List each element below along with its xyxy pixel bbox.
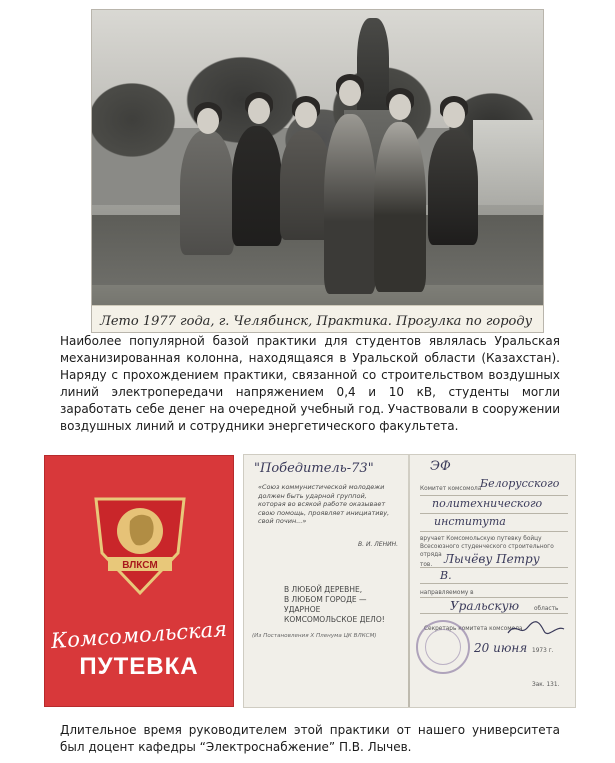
lenin-quote: «Союз коммунистической молодежи должен быть ударной группой, которая во всякой работе оказывает свою помощь, проявляет инициативу, свой почин...» xyxy=(258,483,390,526)
vlksm-badge-icon xyxy=(90,491,190,601)
photo-person-4 xyxy=(324,114,376,294)
handwritten-institute-2: политехнического xyxy=(432,497,543,510)
signature-icon xyxy=(506,619,566,639)
slogan-line-2: В ЛЮБОМ ГОРОДЕ — xyxy=(284,595,367,604)
photo-person-1 xyxy=(180,130,234,255)
photo-person-5-head xyxy=(389,94,411,120)
putevka-left-page xyxy=(244,455,408,707)
handwritten-name-2: В. xyxy=(440,569,452,582)
slogan-line-1: В ЛЮБОЙ ДЕРЕВНЕ, xyxy=(284,585,363,594)
secretary-label: Секретарь комитета комсомола xyxy=(424,626,523,632)
putevka-cover xyxy=(44,455,234,707)
cover-title-script: Комсомольская xyxy=(50,616,228,654)
photo-person-6-head xyxy=(443,102,465,128)
name-label: тов. xyxy=(420,562,433,568)
round-stamp xyxy=(416,620,470,674)
paragraph-practice-leader: Длительное время руководителем этой практики от нашего университета был доцент кафедры “Электроснабжение” П.В. Лычев. xyxy=(60,723,560,754)
handwritten-region: Уральскую xyxy=(450,599,520,613)
issue-text: вручает Комсомольскую путевку бойцу Всесоюзного студенческого строительного отряда xyxy=(420,536,554,558)
handwritten-title: "Победитель-73" xyxy=(254,461,374,476)
decree-note: (Из Постановления X Пленума ЦК ВЛКСМ) xyxy=(252,633,377,639)
form-line xyxy=(420,613,568,614)
form-line xyxy=(420,567,568,568)
slogan-line-3: УДАРНОЕ xyxy=(284,605,321,614)
handwritten-institute-1: Белорусского xyxy=(480,477,560,490)
committee-label: Комитет комсомола xyxy=(420,486,482,492)
photo-person-5 xyxy=(374,122,426,292)
cover-title-block: ПУТЕВКА xyxy=(79,653,199,680)
photo-person-6 xyxy=(428,130,478,245)
photo-monument xyxy=(357,18,389,118)
photo-person-2-head xyxy=(248,98,270,124)
region-suffix: область xyxy=(534,606,559,612)
photo-person-4-head xyxy=(339,80,361,106)
slogan xyxy=(284,585,404,625)
quote-author: В. И. ЛЕНИН. xyxy=(358,541,398,548)
putevka-right-page xyxy=(410,455,575,707)
handwritten-date: 20 июня xyxy=(474,641,528,655)
paragraph-practice-base: Наиболее популярной базой практики для студентов являлась Уральская механизированная колонна, находящаяся в Уральской области (Казахстан). Наряду с прохождением практики, связанной со строительством воздушных линий электропередачи напряжением 0,4 и 10 кВ, студенты могли заработать себе денег на очередной учебный год. Участвовали в сооружении воздушных линий и сотрудники энергетического факультета. xyxy=(60,334,560,433)
handwritten-institute-3: института xyxy=(434,515,506,528)
form-line xyxy=(420,531,568,532)
form-line xyxy=(420,513,568,514)
photo-person-2 xyxy=(232,126,282,246)
group-photo xyxy=(92,10,543,332)
handwritten-name-1: Лычёву Петру xyxy=(444,552,540,566)
form-line xyxy=(420,583,568,584)
badge-text: ВЛКСМ xyxy=(122,560,158,571)
photo-caption: Лето 1977 года, г. Челябинск, Практика. Прогулка по городу xyxy=(100,314,533,329)
year-text: 1973 г. xyxy=(532,648,554,654)
form-line xyxy=(420,495,568,496)
code-text: Зак. 131. xyxy=(532,682,560,688)
slogan-line-4: КОМСОМОЛЬСКОЕ ДЕЛО! xyxy=(284,615,385,624)
putevka-pages xyxy=(244,455,575,707)
handwritten-ef: ЭФ xyxy=(430,459,451,474)
photo-person-1-head xyxy=(197,108,219,134)
photo-person-3-head xyxy=(295,102,317,128)
sent-to-label: направляемому в xyxy=(420,590,474,596)
photo-building xyxy=(473,120,543,210)
form-line xyxy=(420,597,568,598)
